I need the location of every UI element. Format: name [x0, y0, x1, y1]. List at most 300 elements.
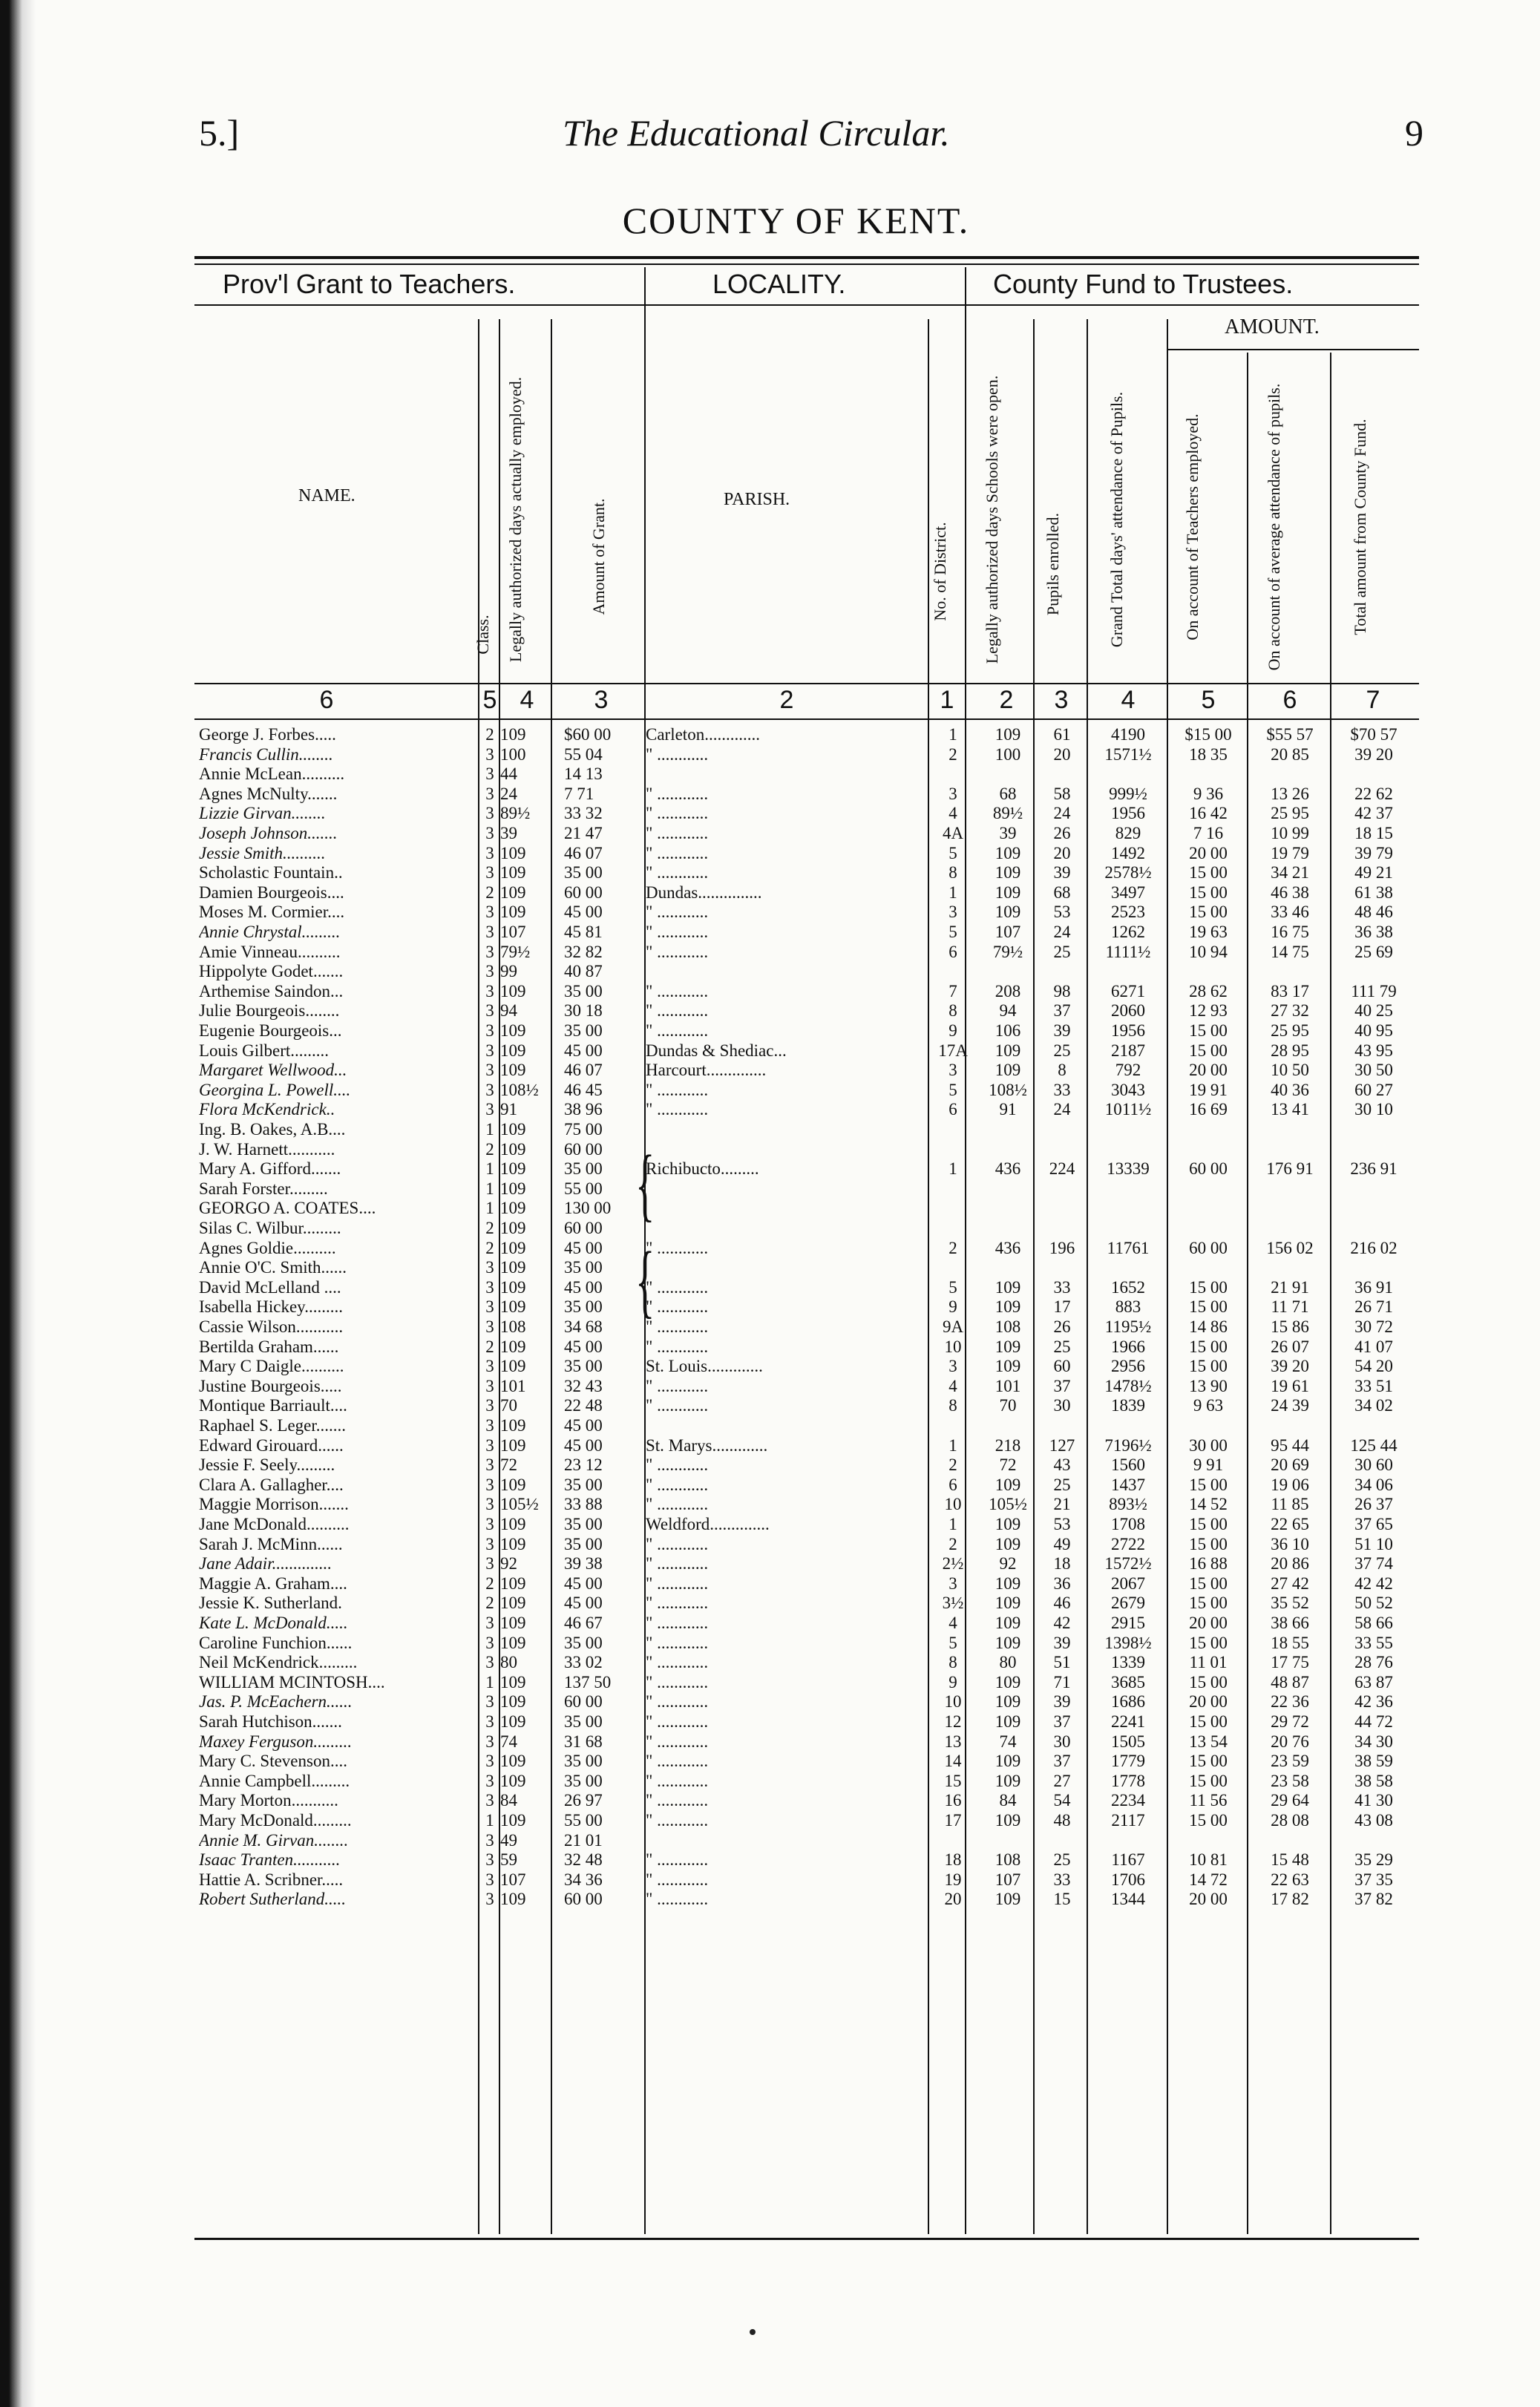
top-rule-thin	[194, 263, 1419, 265]
cell-teachers-acct: 20 00	[1189, 1692, 1228, 1712]
cell-district: 4	[948, 804, 957, 823]
cell-school-days: 109	[995, 1277, 1021, 1297]
cell-name: Mary A. Gifford.......	[199, 1159, 341, 1179]
table-row	[0, 1278, 1425, 1297]
cell-class: 1	[485, 1179, 494, 1198]
cell-total-fund: 54 20	[1354, 1357, 1393, 1376]
cell-avg-acct: 16 75	[1271, 923, 1309, 941]
cell-class: 3	[485, 1416, 494, 1435]
cell-name: Ing. B. Oakes, A.B....	[199, 1120, 346, 1139]
cell-avg-acct: 95 44	[1271, 1435, 1309, 1455]
cell-teachers-acct: 20 00	[1189, 1614, 1228, 1632]
cell-avg-acct: 25 95	[1271, 1021, 1309, 1040]
cell-grant: 60 00	[564, 1890, 603, 1909]
cell-days-employed: 91	[500, 1100, 517, 1119]
cell-attendance: 1398½	[1104, 1633, 1152, 1652]
cell-pupils: 25	[1053, 1850, 1071, 1870]
cell-attendance: 1478½	[1104, 1376, 1152, 1395]
cell-grant: 35 00	[564, 1297, 603, 1317]
col-header-avg-acct: On account of average attendance of pupils.	[1265, 383, 1283, 671]
cell-avg-acct: 29 64	[1271, 1791, 1309, 1810]
col-header-pupils: Pupils enrolled.	[1043, 512, 1062, 616]
cell-district: 3	[948, 784, 957, 803]
cell-grant: 45 00	[564, 1277, 603, 1297]
cell-avg-acct: 28 08	[1271, 1811, 1309, 1830]
cell-parish: " ............	[646, 1455, 709, 1475]
cell-attendance: 11761	[1107, 1238, 1150, 1257]
cell-teachers-acct: 15 00	[1189, 882, 1228, 902]
table-row	[0, 1634, 1425, 1653]
table-row	[0, 1199, 1425, 1218]
cell-total-fund: 33 55	[1354, 1633, 1393, 1652]
cell-class: 3	[485, 744, 494, 764]
cell-grant: $60 00	[564, 725, 612, 744]
table-row	[0, 764, 1425, 784]
cell-school-days: 107	[995, 1870, 1021, 1889]
cell-grant: 33 02	[564, 1653, 603, 1672]
cell-parish: St. Marys.............	[646, 1435, 768, 1455]
cell-class: 3	[485, 1830, 494, 1850]
cell-district: 16	[944, 1791, 962, 1810]
table-row	[0, 863, 1425, 882]
cell-avg-acct: 48 87	[1271, 1672, 1309, 1692]
cell-avg-acct: 13 41	[1271, 1100, 1309, 1119]
cell-class: 3	[485, 863, 494, 882]
cell-attendance: 1706	[1111, 1870, 1145, 1889]
cell-days-employed: 108	[500, 1317, 526, 1336]
cell-grant: 32 82	[564, 942, 603, 961]
cell-avg-acct: 13 26	[1271, 784, 1309, 803]
cell-avg-acct: 15 48	[1271, 1850, 1309, 1870]
cell-name: Mary McDonald.........	[199, 1811, 352, 1830]
cell-days-employed: 109	[500, 1258, 526, 1277]
cell-pupils: 42	[1053, 1614, 1071, 1632]
cell-parish: " ............	[646, 843, 709, 862]
cell-total-fund: 37 65	[1354, 1515, 1393, 1533]
cell-parish: Harcourt..............	[646, 1061, 767, 1080]
cell-parish: " ............	[646, 744, 709, 764]
top-rule-thick	[194, 256, 1419, 259]
table-row	[0, 1140, 1425, 1159]
cell-school-days: 108½	[989, 1080, 1027, 1099]
cell-avg-acct: 39 20	[1271, 1357, 1309, 1376]
cell-grant: 35 00	[564, 1021, 603, 1040]
col-header-district: No. of District.	[931, 522, 949, 621]
cell-name: Jessie Smith..........	[199, 843, 326, 862]
cell-district: 5	[948, 923, 957, 941]
cell-total-fund: 50 52	[1354, 1594, 1393, 1613]
cell-attendance: 2187	[1111, 1041, 1145, 1060]
cell-days-employed: 92	[500, 1554, 517, 1573]
cell-teachers-acct: 19 63	[1189, 923, 1228, 941]
cell-grant: 31 68	[564, 1732, 603, 1751]
cell-teachers-acct: 15 00	[1189, 1297, 1228, 1317]
cell-district: 6	[948, 942, 957, 961]
cell-attendance: 893½	[1109, 1495, 1147, 1514]
cell-grant: 35 00	[564, 1633, 603, 1652]
cell-school-days: 208	[995, 981, 1021, 1001]
cell-district: 17	[944, 1811, 962, 1830]
cell-class: 3	[485, 1455, 494, 1475]
cell-name: Arthemise Saindon...	[199, 981, 344, 1001]
cell-grant: 60 00	[564, 1219, 603, 1237]
cell-days-employed: 70	[500, 1396, 517, 1415]
cell-avg-acct: $55 57	[1266, 725, 1314, 744]
cell-parish: Carleton.............	[646, 725, 760, 744]
cell-avg-acct: 23 59	[1271, 1752, 1309, 1771]
cell-total-fund: 40 25	[1354, 1001, 1393, 1021]
cell-attendance: 1572½	[1104, 1554, 1152, 1573]
cell-class: 3	[485, 1732, 494, 1751]
cell-parish: " ............	[646, 1594, 709, 1613]
cell-school-days: 109	[995, 863, 1021, 882]
cell-teachers-acct: 18 35	[1189, 744, 1228, 764]
cell-pupils: 33	[1053, 1870, 1071, 1889]
cell-parish: Richibucto.........	[646, 1159, 759, 1179]
cell-district: 4	[948, 1376, 957, 1395]
cell-name: Sarah Forster.........	[199, 1179, 328, 1198]
cell-name: Jas. P. McEachern......	[199, 1692, 353, 1712]
cell-days-employed: 109	[500, 1633, 526, 1652]
cell-avg-acct: 20 85	[1271, 744, 1309, 764]
cell-total-fund: 26 37	[1354, 1495, 1393, 1514]
cell-class: 3	[485, 1850, 494, 1870]
cell-days-employed: 109	[500, 882, 526, 902]
cell-attendance: 883	[1115, 1297, 1141, 1317]
cell-parish: " ............	[646, 1238, 709, 1257]
cell-avg-acct: 20 69	[1271, 1455, 1309, 1475]
cell-school-days: 109	[995, 1297, 1021, 1317]
cell-name: Silas C. Wilbur.........	[199, 1219, 341, 1237]
cell-teachers-acct: 15 00	[1189, 1712, 1228, 1731]
cell-parish: " ............	[646, 804, 709, 823]
cell-teachers-acct: 15 00	[1189, 863, 1228, 882]
cell-parish: St. Louis.............	[646, 1357, 763, 1376]
cell-grant: 33 32	[564, 804, 603, 823]
cell-class: 3	[485, 764, 494, 784]
cell-class: 1	[485, 1120, 494, 1139]
cell-total-fund: 43 95	[1354, 1041, 1393, 1060]
cell-pupils: 98	[1053, 981, 1071, 1001]
cell-class: 3	[485, 1633, 494, 1652]
cell-grant: 40 87	[564, 962, 603, 981]
cell-days-employed: 109	[500, 863, 526, 882]
cell-class: 3	[485, 1001, 494, 1021]
cell-school-days: 109	[995, 903, 1021, 922]
cell-total-fund: 58 66	[1354, 1614, 1393, 1632]
cell-parish: " ............	[646, 903, 709, 922]
cell-total-fund: 18 15	[1354, 824, 1393, 842]
cell-attendance: 2722	[1111, 1534, 1145, 1553]
cell-school-days: 109	[995, 1712, 1021, 1731]
col-header-teachers-acct: On account of Teachers employed.	[1183, 413, 1202, 641]
cell-attendance: 13339	[1107, 1159, 1150, 1179]
cell-parish: " ............	[646, 1712, 709, 1731]
cell-attendance: 2956	[1111, 1357, 1145, 1376]
cell-grant: 34 68	[564, 1317, 603, 1336]
cell-pupils: 25	[1053, 1041, 1071, 1060]
cell-days-employed: 109	[500, 1297, 526, 1317]
cell-parish: Dundas...............	[646, 882, 762, 902]
cell-attendance: 1708	[1111, 1515, 1145, 1533]
cell-parish: " ............	[646, 1791, 709, 1810]
cell-name: Bertilda Graham......	[199, 1337, 339, 1356]
cell-class: 3	[485, 1791, 494, 1810]
cell-name: Annie O'C. Smith......	[199, 1258, 347, 1277]
cell-days-employed: 107	[500, 1870, 526, 1889]
cell-school-days: 107	[995, 923, 1021, 941]
cell-name: Flora McKendrick..	[199, 1100, 335, 1119]
group-trustees: County Fund to Trustees.	[993, 269, 1294, 299]
cell-district: 10	[944, 1495, 962, 1514]
cell-parish: " ............	[646, 1633, 709, 1652]
cell-total-fund: $70 57	[1350, 725, 1398, 744]
table-row	[0, 1831, 1425, 1850]
cell-days-employed: 89½	[500, 804, 531, 823]
cell-days-employed: 109	[500, 1238, 526, 1257]
cell-days-employed: 109	[500, 1337, 526, 1356]
cell-teachers-acct: 15 00	[1189, 1633, 1228, 1652]
cell-avg-acct: 22 65	[1271, 1515, 1309, 1533]
table-row	[0, 1219, 1425, 1238]
cell-total-fund: 37 74	[1354, 1554, 1393, 1573]
cell-teachers-acct: 15 00	[1189, 1337, 1228, 1356]
cell-teachers-acct: 60 00	[1189, 1159, 1228, 1179]
cell-pupils: 25	[1053, 1475, 1071, 1494]
cell-district: 20	[944, 1890, 962, 1909]
cell-days-employed: 109	[500, 1811, 526, 1830]
cell-attendance: 1779	[1111, 1752, 1145, 1771]
cell-days-employed: 109	[500, 1277, 526, 1297]
cell-teachers-acct: 28 62	[1189, 981, 1228, 1001]
cell-name: Mary C Daigle..........	[199, 1357, 344, 1376]
cell-total-fund: 40 95	[1354, 1021, 1393, 1040]
colnum-bottom-rule	[194, 718, 1419, 720]
cell-class: 3	[485, 1080, 494, 1099]
cell-days-employed: 109	[500, 1672, 526, 1692]
cell-district: 9A	[942, 1317, 964, 1336]
cell-district: 15	[944, 1771, 962, 1790]
cell-teachers-acct: 19 91	[1189, 1080, 1228, 1099]
cell-attendance: 1262	[1111, 923, 1145, 941]
cell-name: Hippolyte Godet.......	[199, 962, 344, 981]
cell-teachers-acct: 16 88	[1189, 1554, 1228, 1573]
cell-parish: " ............	[646, 1297, 709, 1317]
cell-district: 1	[948, 1515, 957, 1533]
cell-avg-acct: 25 95	[1271, 804, 1309, 823]
cell-class: 3	[485, 1554, 494, 1573]
cell-days-employed: 109	[500, 1752, 526, 1771]
cell-school-days: 70	[999, 1396, 1017, 1415]
cell-district: 4	[948, 1614, 957, 1632]
cell-attendance: 3497	[1111, 882, 1145, 902]
cell-school-days: 89½	[992, 804, 1023, 823]
cell-grant: 46 67	[564, 1614, 603, 1632]
cell-days-employed: 107	[500, 923, 526, 941]
cell-class: 3	[485, 804, 494, 823]
cell-days-employed: 109	[500, 1199, 526, 1218]
cell-teachers-acct: 20 00	[1189, 1890, 1228, 1909]
cell-district: 2	[948, 744, 957, 764]
cell-school-days: 109	[995, 1594, 1021, 1613]
cell-name: Lizzie Girvan........	[199, 804, 326, 823]
cell-pupils: 51	[1053, 1653, 1071, 1672]
header-bottom-rule	[194, 683, 1419, 684]
colnum-teach: 5	[1201, 686, 1216, 714]
cell-class: 1	[485, 1199, 494, 1218]
cell-grant: 14 13	[564, 764, 603, 784]
cell-total-fund: 34 02	[1354, 1396, 1393, 1415]
cell-grant: 26 97	[564, 1791, 603, 1810]
cell-pupils: 26	[1053, 824, 1071, 842]
cell-pupils: 30	[1053, 1732, 1071, 1751]
cell-grant: 35 00	[564, 1515, 603, 1533]
cell-name: Sarah Hutchison.......	[199, 1712, 342, 1731]
cell-days-employed: 72	[500, 1455, 517, 1475]
cell-school-days: 109	[995, 1573, 1021, 1593]
cell-total-fund: 25 69	[1354, 942, 1393, 961]
cell-pupils: 20	[1053, 744, 1071, 764]
cell-pupils: 39	[1053, 1692, 1071, 1712]
cell-school-days: 109	[995, 1357, 1021, 1376]
cell-attendance: 2241	[1111, 1712, 1145, 1731]
cell-grant: 35 00	[564, 1771, 603, 1790]
cell-grant: 35 00	[564, 1475, 603, 1494]
cell-name: Maxey Ferguson.........	[199, 1732, 353, 1751]
table-row	[0, 1337, 1425, 1357]
cell-days-employed: 44	[500, 764, 517, 784]
cell-parish: " ............	[646, 1001, 709, 1021]
cell-school-days: 436	[995, 1238, 1021, 1257]
cell-days-employed: 84	[500, 1791, 517, 1810]
cell-pupils: 24	[1053, 804, 1071, 823]
cell-attendance: 4190	[1111, 725, 1145, 744]
cell-school-days: 109	[995, 1811, 1021, 1830]
cell-attendance: 2523	[1111, 903, 1145, 922]
cell-name: Agnes Goldie..........	[199, 1238, 336, 1257]
cell-attendance: 829	[1115, 824, 1141, 842]
cell-avg-acct: 156 02	[1266, 1238, 1314, 1257]
cell-avg-acct: 14 75	[1271, 942, 1309, 961]
table-row	[0, 785, 1425, 804]
cell-class: 3	[485, 1021, 494, 1040]
cell-grant: 46 07	[564, 843, 603, 862]
cell-class: 3	[485, 1297, 494, 1317]
cell-avg-acct: 19 06	[1271, 1475, 1309, 1494]
cell-name: Montique Barriault....	[199, 1396, 347, 1415]
cell-attendance: 1686	[1111, 1692, 1145, 1712]
cell-grant: 7 71	[564, 784, 594, 803]
cell-days-employed: 74	[500, 1732, 517, 1751]
cell-grant: 45 00	[564, 1435, 603, 1455]
cell-grant: 45 00	[564, 1594, 603, 1613]
cell-class: 2	[485, 725, 494, 744]
cell-avg-acct: 22 63	[1271, 1870, 1309, 1889]
cell-name: Annie Chrystal.........	[199, 923, 341, 941]
cell-school-days: 105½	[989, 1495, 1027, 1514]
cell-days-employed: 109	[500, 1120, 526, 1139]
table-row	[0, 982, 1425, 1001]
table-row	[0, 824, 1425, 843]
col-header-class: Class.	[474, 615, 492, 655]
cell-days-employed: 101	[500, 1376, 526, 1395]
cell-teachers-acct: 15 00	[1189, 1021, 1228, 1040]
cell-pupils: 37	[1053, 1376, 1071, 1395]
cell-grant: 46 45	[564, 1080, 603, 1099]
cell-pupils: 43	[1053, 1455, 1071, 1475]
cell-parish: " ............	[646, 1692, 709, 1712]
cell-parish: " ............	[646, 1495, 709, 1514]
cell-teachers-acct: $15 00	[1185, 725, 1232, 744]
cell-school-days: 109	[995, 1041, 1021, 1060]
cell-days-employed: 109	[500, 1179, 526, 1198]
cell-pupils: 127	[1049, 1435, 1075, 1455]
cell-grant: 45 00	[564, 1573, 603, 1593]
cell-class: 3	[485, 843, 494, 862]
cell-total-fund: 111 79	[1351, 981, 1397, 1001]
cell-total-fund: 22 62	[1354, 784, 1393, 803]
cell-class: 3	[485, 1277, 494, 1297]
cell-school-days: 101	[995, 1376, 1021, 1395]
cell-avg-acct: 38 66	[1271, 1614, 1309, 1632]
cell-avg-acct: 27 42	[1271, 1573, 1309, 1593]
cell-attendance: 2679	[1111, 1594, 1145, 1613]
cell-pupils: 196	[1049, 1238, 1075, 1257]
cell-days-employed: 99	[500, 962, 517, 981]
cell-attendance: 1505	[1111, 1732, 1145, 1751]
cell-attendance: 1652	[1111, 1277, 1145, 1297]
cell-name: GEORGO A. COATES....	[199, 1199, 376, 1218]
cell-avg-acct: 20 86	[1271, 1554, 1309, 1573]
col-header-name: NAME.	[298, 486, 355, 505]
cell-parish: " ............	[646, 1554, 709, 1573]
cell-pupils: 15	[1053, 1890, 1071, 1909]
cell-days-employed: 100	[500, 744, 526, 764]
table-row	[0, 1021, 1425, 1041]
cell-grant: 32 43	[564, 1376, 603, 1395]
group-teachers: Prov'l Grant to Teachers.	[223, 269, 516, 299]
cell-attendance: 1839	[1111, 1396, 1145, 1415]
cell-class: 3	[485, 1258, 494, 1277]
cell-school-days: 94	[999, 1001, 1017, 1021]
cell-grant: 60 00	[564, 1139, 603, 1159]
cell-total-fund: 60 27	[1354, 1080, 1393, 1099]
cell-grant: 35 00	[564, 1258, 603, 1277]
table-row	[0, 1416, 1425, 1435]
cell-pupils: 8	[1058, 1061, 1066, 1080]
cell-grant: 45 00	[564, 1416, 603, 1435]
cell-name: Jessie K. Sutherland.	[199, 1594, 342, 1613]
cell-grant: 35 00	[564, 863, 603, 882]
cell-class: 2	[485, 1238, 494, 1257]
cell-school-days: 109	[995, 1534, 1021, 1553]
cell-class: 3	[485, 942, 494, 961]
cell-school-days: 80	[999, 1653, 1017, 1672]
cell-school-days: 109	[995, 725, 1021, 744]
cell-pupils: 54	[1053, 1791, 1071, 1810]
cell-district: 8	[948, 1001, 957, 1021]
cell-name: Mary Morton...........	[199, 1791, 338, 1810]
cell-school-days: 109	[995, 1890, 1021, 1909]
cell-days-employed: 109	[500, 1614, 526, 1632]
colnum-school-days: 2	[999, 686, 1014, 714]
cell-parish: " ............	[646, 1277, 709, 1297]
cell-teachers-acct: 9 91	[1193, 1455, 1224, 1475]
cell-class: 1	[485, 1159, 494, 1179]
cell-parish: " ............	[646, 1376, 709, 1395]
cell-district: 9	[948, 1672, 957, 1692]
footer-dot	[750, 2329, 756, 2335]
